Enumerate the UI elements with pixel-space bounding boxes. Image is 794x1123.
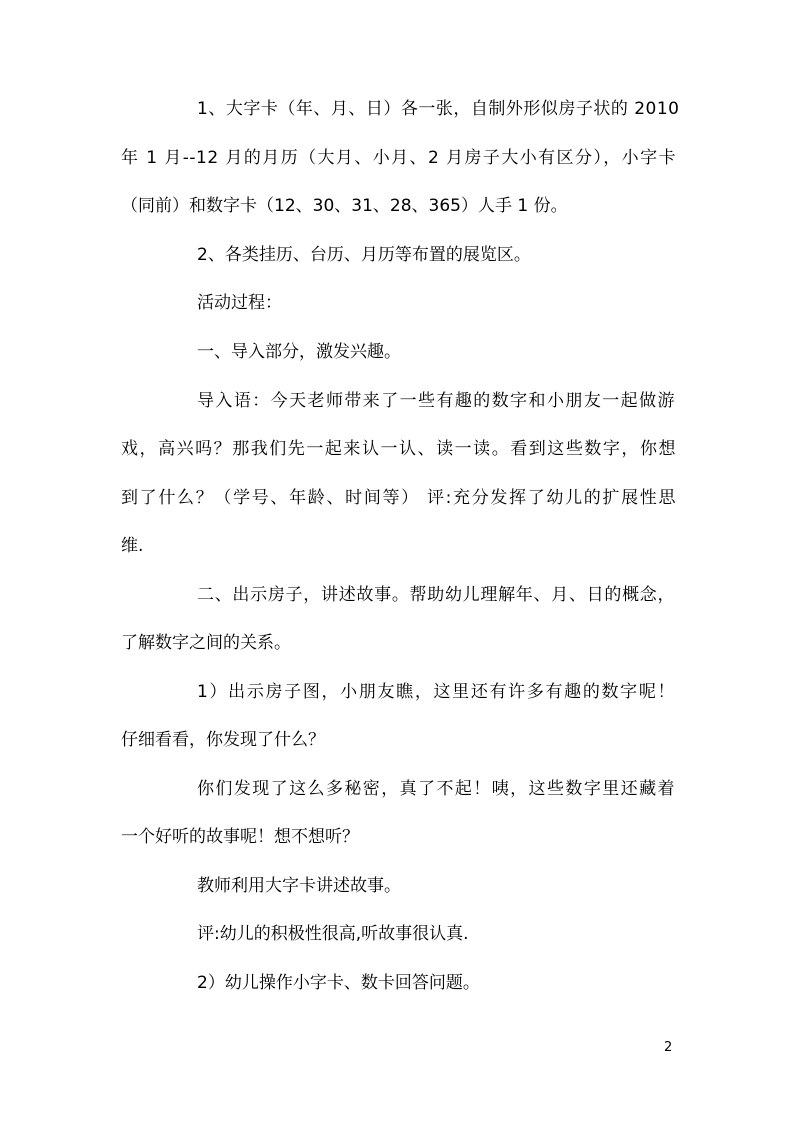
paragraph-9-line-1: 教师利用大字卡讲述故事。 (197, 876, 401, 896)
paragraph-1-line-1: 1、大字卡（年、月、日）各一张，自制外形似房子状的 2010 (197, 99, 680, 119)
activity-process-heading: 活动过程： (197, 293, 282, 313)
paragraph-5-line-2: 戏，高兴吗？那我们先一起来认一认、读一读。看到这些数字，你想 (121, 439, 676, 459)
section-two-heading-line-1: 二、出示房子，讲述故事。帮助幼儿理解年、月、日的概念， (197, 585, 675, 605)
paragraph-1-line-2: 年 1 月--12 月的月历（大月、小月、2 月房子大小有区分），小字卡 (121, 148, 676, 168)
paragraph-7-line-1: 1）出示房子图，小朋友瞧，这里还有许多有趣的数字呢！ (197, 682, 675, 702)
paragraph-7-line-2: 仔细看看，你发现了什么？ (121, 730, 325, 750)
section-one-heading: 一、导入部分，激发兴趣。 (197, 342, 401, 362)
evaluation-line: 评:幼儿的积极性很高,听故事很认真. (197, 924, 469, 944)
paragraph-1-line-3: （同前）和数字卡（12、30、31、28、365）人手 1 份。 (121, 196, 568, 216)
paragraph-5-line-1: 导入语：今天老师带来了一些有趣的数字和小朋友一起做游 (197, 391, 675, 411)
paragraph-8-line-2: 一个好听的故事呢！想不想听？ (121, 827, 359, 847)
paragraph-5-line-3: 到了什么？（学号、年龄、时间等） 评:充分发挥了幼儿的扩展性思 (121, 488, 676, 508)
section-two-heading-line-2: 了解数字之间的关系。 (121, 633, 291, 653)
paragraph-5-line-4: 维. (121, 536, 144, 556)
paragraph-2-line-1: 2、各类挂历、台历、月历等布置的展览区。 (197, 245, 531, 265)
paragraph-8-line-1: 你们发现了这么多秘密，真了不起！咦，这些数字里还藏着 (197, 779, 675, 799)
page-number: 2 (664, 1040, 673, 1055)
paragraph-11-line-1: 2）幼儿操作小字卡、数卡回答问题。 (197, 973, 480, 993)
